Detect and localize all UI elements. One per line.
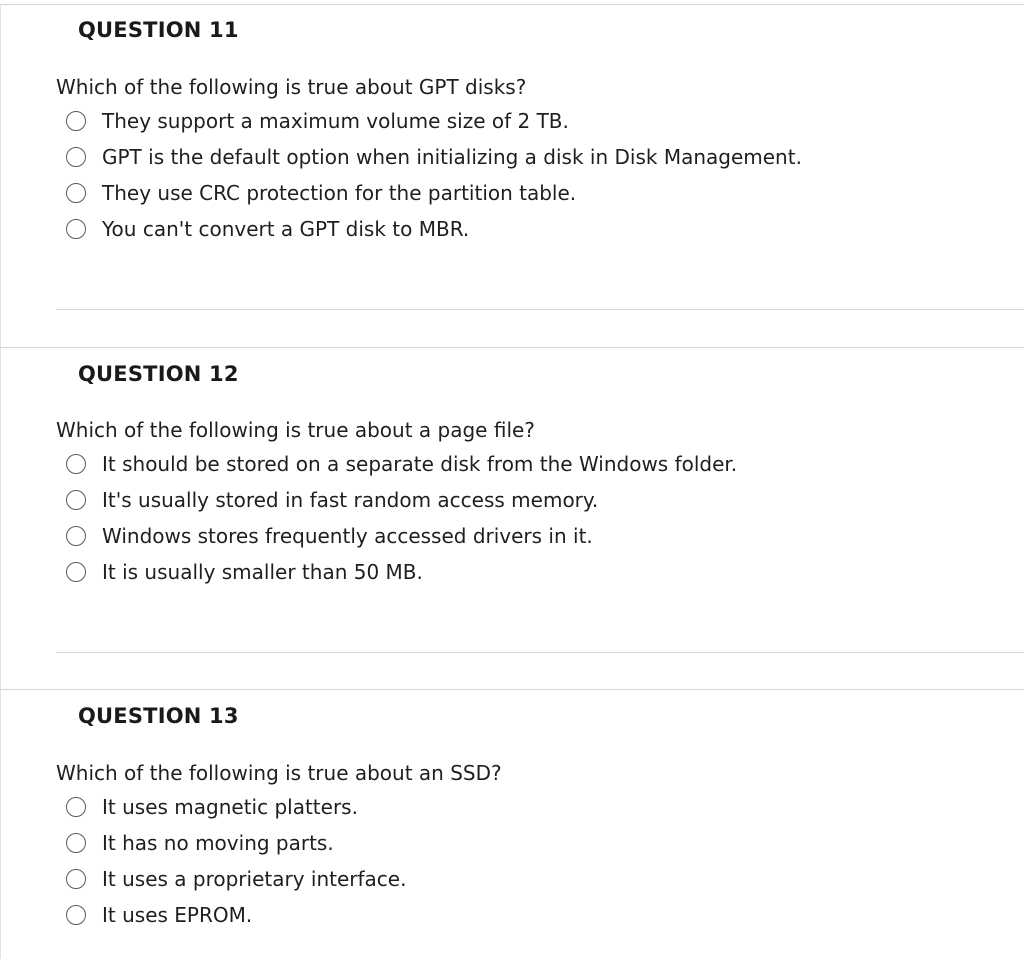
radio-button[interactable] (66, 454, 86, 474)
radio-button[interactable] (66, 219, 86, 239)
answer-option[interactable] (66, 103, 802, 139)
answer-option-label: GPT is the default option when initializing a disk in Disk Management. (102, 145, 802, 169)
radio-button[interactable] (66, 562, 86, 582)
answer-option[interactable] (66, 518, 737, 554)
question-title: QUESTION 11 (78, 18, 239, 42)
answer-option-label: You can't convert a GPT disk to MBR. (102, 217, 470, 241)
answer-options (66, 103, 802, 247)
radio-button[interactable] (66, 183, 86, 203)
answer-option[interactable] (66, 861, 406, 897)
radio-button[interactable] (66, 490, 86, 510)
radio-button[interactable] (66, 905, 86, 925)
divider (0, 689, 1024, 690)
question-prompt: Which of the following is true about an SSD? (56, 761, 502, 785)
divider (56, 309, 1024, 310)
answer-option[interactable] (66, 446, 737, 482)
answer-option-label: It should be stored on a separate disk from the Windows folder. (102, 452, 738, 476)
answer-option[interactable] (66, 897, 406, 933)
answer-option-label: They support a maximum volume size of 2 TB. (102, 109, 569, 133)
radio-button[interactable] (66, 833, 86, 853)
answer-option-label: They use CRC protection for the partition table. (102, 181, 577, 205)
answer-option-label: It has no moving parts. (102, 831, 334, 855)
radio-button[interactable] (66, 869, 86, 889)
answer-option-label: Windows stores frequently accessed drivers in it. (102, 524, 593, 548)
answer-option[interactable] (66, 139, 802, 175)
divider (0, 347, 1024, 348)
answer-option[interactable] (66, 825, 406, 861)
answer-option[interactable] (66, 789, 406, 825)
radio-button[interactable] (66, 526, 86, 546)
answer-options (66, 446, 737, 590)
answer-option[interactable] (66, 482, 737, 518)
answer-option-label: It uses EPROM. (102, 903, 253, 927)
question-title: QUESTION 13 (78, 704, 239, 728)
answer-option[interactable] (66, 211, 802, 247)
radio-button[interactable] (66, 797, 86, 817)
answer-option-label: It's usually stored in fast random access memory. (102, 488, 599, 512)
answer-option[interactable] (66, 175, 802, 211)
answer-option-label: It is usually smaller than 50 MB. (102, 560, 423, 584)
divider (56, 652, 1024, 653)
answer-options (66, 789, 406, 933)
question-prompt: Which of the following is true about a page file? (56, 418, 535, 442)
question-prompt: Which of the following is true about GPT disks? (56, 75, 527, 99)
answer-option[interactable] (66, 554, 737, 590)
divider (0, 4, 1024, 5)
question-title: QUESTION 12 (78, 362, 239, 386)
answer-option-label: It uses magnetic platters. (102, 795, 358, 819)
answer-option-label: It uses a proprietary interface. (102, 867, 407, 891)
radio-button[interactable] (66, 147, 86, 167)
radio-button[interactable] (66, 111, 86, 131)
